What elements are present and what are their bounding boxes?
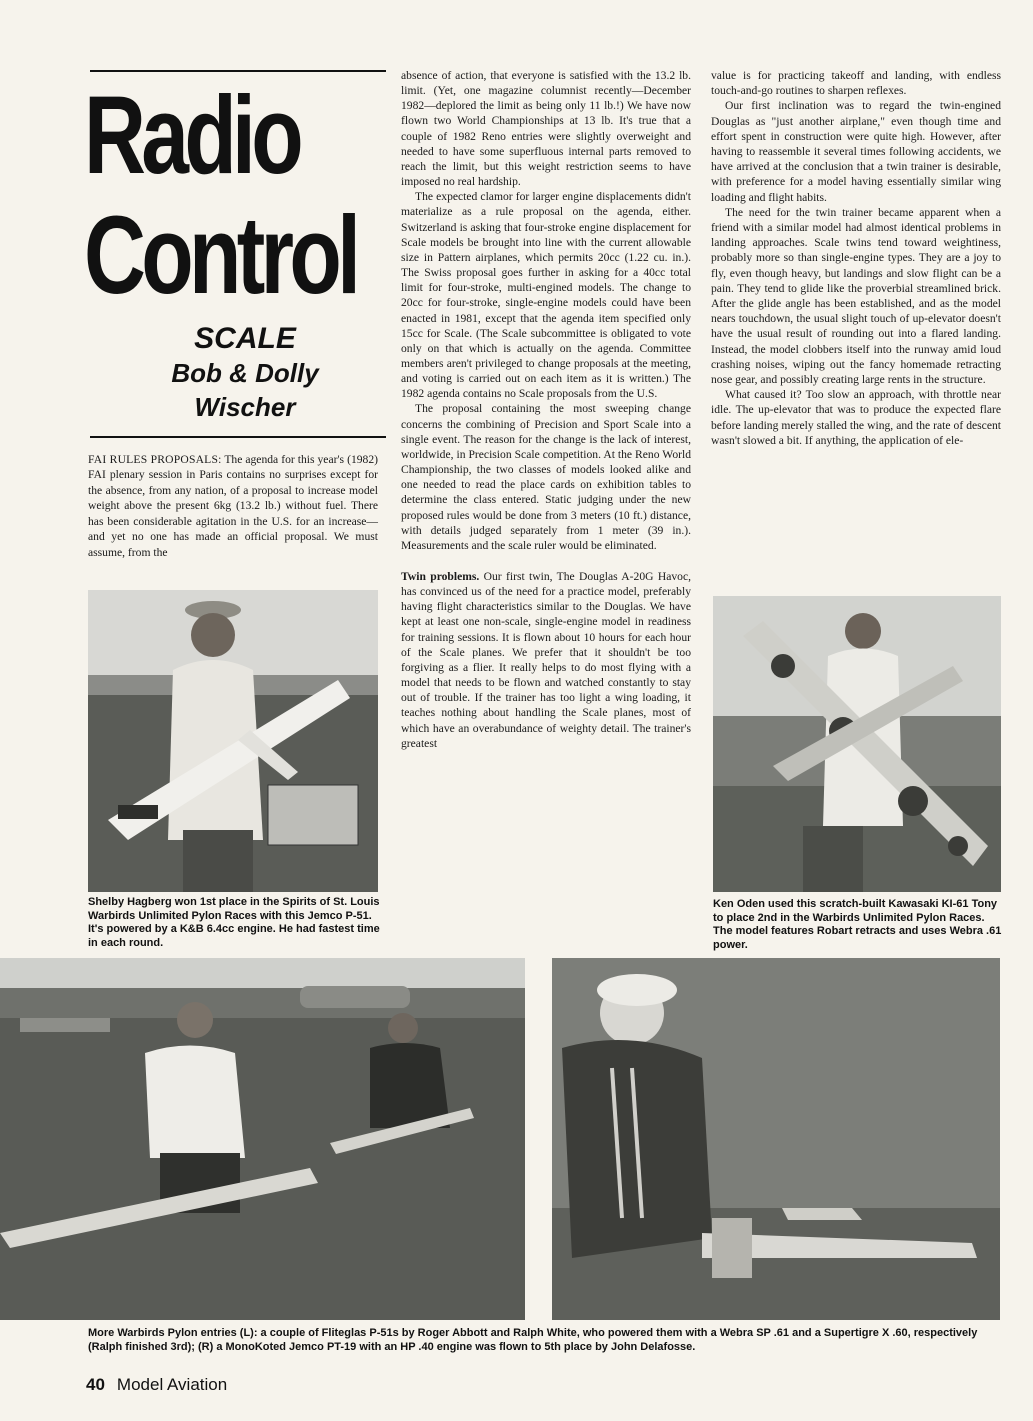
paragraph-text: The agenda for this year's (1982) FAI plenary session in Paris contains no surprises except for the absence, from any nation, of a proposal to increase model weight above the present 6kg (13.2 lb.) without fuel. There has been considerable agitation in the U.S. for an increase—and yet no one has made an official proposal. We must assume, from the <box>88 453 378 559</box>
page-footer <box>86 1375 227 1395</box>
column-1 <box>88 452 378 560</box>
author-line-2: Wischer <box>194 392 296 422</box>
photo-ki61-ken-oden <box>713 596 1001 892</box>
page-number: 40 <box>86 1375 105 1394</box>
magazine-name: Model Aviation <box>116 1375 228 1394</box>
photo-illustration <box>88 590 378 892</box>
photo-jemco-pt19 <box>552 958 1000 1320</box>
title-rule-top <box>90 70 386 72</box>
photo-p51-shelby-hagberg <box>88 590 378 892</box>
paragraph: What caused it? Too slow an approach, with throttle near idle. The up-elevator that was to produce the expected flare before landing merely stalled the wing, and the rate of descent wasn't slowed a bit. If anything, the application of ele- <box>711 388 1001 447</box>
paragraph: The expected clamor for larger engine displacements didn't materialize as a rule proposal on the agenda, either. Switzerland is asking that four-stroke engine displacement for Scale models be brought into line with the current allowable size in Pattern airplanes, which permits 20cc (1.22 cu. in.). The Swiss proposal goes further in asking for a 40cc total limit for four-stroke, multi-engined models. The change to 20cc for four-stroke, single-engine models could have been enacted in 1981, except that the agenda item specified only 15cc for Scale. (The Scale subcommittee is obligated to vote only on that which is actually on the agenda. Committee members aren't privileged to change proposals at the meeting, and voting is carried out on each item as it is written.) The 1982 agenda contains no Scale proposals from the U.S. <box>401 190 691 401</box>
photo-fliteglas-p51s <box>0 958 525 1320</box>
paragraph: value is for practicing takeoff and landing, with endless touch-and-go routines to sharpen reflexes. <box>711 69 1001 98</box>
caption-photo-p51: Shelby Hagberg won 1st place in the Spirits of St. Louis Warbirds Unlimited Pylon Races with this Jemco P-51. It's powered by a K&B 6.4cc engine. He had fastest time in each round. <box>88 896 380 949</box>
photo-illustration <box>713 596 1001 892</box>
author-line-1: Bob & Dolly <box>171 358 319 388</box>
paragraph: Our first inclination was to regard the twin-engined Douglas as "just another airplane," even though time and effort spent in construction were quite high. However, after having to reassemble it several times following accidents, we have arrived at the conclusion that a twin trainer is desirable, with preference for a model having essentially similar wing loading and flight habits. <box>711 99 1001 204</box>
paragraph: The need for the twin trainer became apparent when a friend with a similar model had almost identical problems in landing approaches. Scale twins tend toward weightiness, probably more so than single-engine types. They are a joy to fly, even though heavy, but landings and slow flight can be a pain. They tend to glide like the proverbial streamlined brick. After the glide angle has been established, and as the model nears touchdown, the usual slight touch of up-elevator doesn't have the usual result of rounding out into a flared landing. Instead, the model clobbers itself into the runway amid loud crashing noises, wiping out the fancy homemade retracting nose gear, and possibly creating large rents in the structure. <box>711 205 1001 387</box>
caption-photo-ki61: Ken Oden used this scratch-built Kawasaki KI-61 Tony to place 2nd in the Warbirds Unlimited Pylon Races. The model features Robart retracts and uses Webra .61 power. <box>713 898 1002 951</box>
subheading-twin-problems: Twin problems. <box>401 570 480 583</box>
caption-bottom-photos: More Warbirds Pylon entries (L): a couple of Fliteglas P-51s by Roger Abbott and Ralph White, who powered them with a Webra SP .61 and a Supertigre X .60, respectively (Ralph finished 3rd); (R) a MonoKoted Jemco PT-19 with an HP .40 engine was flown to 5th place by John Delafosse. <box>88 1327 978 1353</box>
lead-heading: FAI RULES PROPOSALS: <box>88 453 222 466</box>
column-2 <box>401 68 691 751</box>
title-line-control: Control <box>84 194 357 317</box>
paragraph: absence of action, that everyone is satisfied with the 13.2 lb. limit. (Yet, one magazine columnist recently—December 1982—deplored the limit as being only 11 lb.!) We have now flown two World Championships at 13 lb. It's true that a couple of 1982 Reno entries were slightly overweight and needed to have some superfluous internal parts removed to reach the limit, but this weight restriction seems to have imposed no real hardship. <box>401 69 691 189</box>
photo-illustration <box>0 958 525 1320</box>
title-rule-bottom <box>90 436 386 438</box>
paragraph <box>88 452 378 560</box>
column-3 <box>711 68 1001 448</box>
title-line-radio: Radio <box>84 74 299 197</box>
paragraph <box>401 569 691 751</box>
paragraph: The proposal containing the most sweeping change concerns the combining of Precision and Sport Scale into a single event. The reason for the change is the lack of interest, worldwide, in Precision Scale competition. At the Reno World Championship, the two classes of models looked alike and one needed to read the place cards on exhibition tables to determine the class entered. Static judging under the new proposed rules would be done from 3 meters (10 ft.) distance, with details judged separately from 1 meter (39 in.). Measurements and the scale ruler would be eliminated. <box>401 402 691 552</box>
section-label: SCALE <box>194 322 296 355</box>
paragraph-text: Our first twin, The Douglas A-20G Havoc, has convinced us of the need for a practice model, preferably having flight characteristics similar to the Douglas. We have kept at least one non-scale, single-engine model in readiness for training sessions. It is flown about 10 hours for each hour of the Scale planes. We prefer that it shouldn't be too forgiving as a flier. It really helps to do most flying with a model that needs to be flown and watched constantly to stay out of trouble. If the trainer has too light a wing loading, it teaches nothing about handling the Scale planes, most of which have an overabundance of weighty detail. The trainer's greatest <box>401 570 691 750</box>
photo-illustration <box>552 958 1000 1320</box>
